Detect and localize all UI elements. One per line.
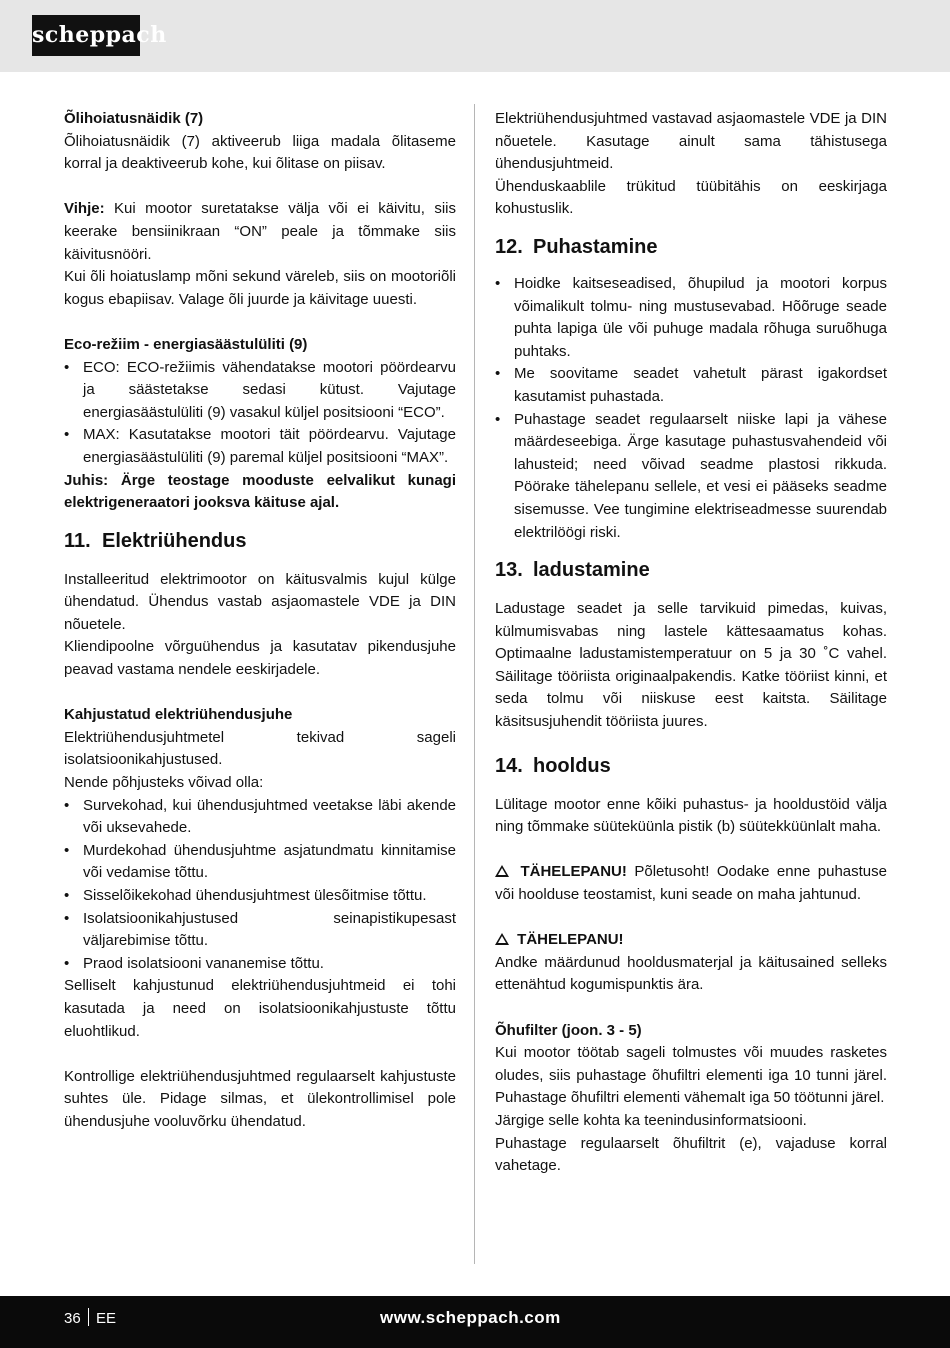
list-item: • ECO: ECO-režiimis vähendatakse mootori pöördearvu ja säästetakse sedasi kütust. Vajutage energiasäästulüliti (9) vasakul küljel positsiooni “ECO”. [64, 357, 456, 425]
section-13-heading [495, 544, 887, 598]
hint-label: Vihje: [64, 200, 105, 218]
column-divider [474, 104, 475, 1264]
section-number: 13. [495, 559, 523, 582]
damaged-paragraph-4: Kontrollige elektriühendusjuhtmed regulaarselt kahjustuste suhtes üle. Pidage silmas, et ülekontrollimisel pole ühendusjuhe vooluvõrku ühendatud. [64, 1067, 456, 1130]
air-filter-paragraph-2: Järgige selle kohta ka teenindusinformatsiooni. [495, 1111, 807, 1129]
damaged-paragraph-2: Nende põhjusteks võivad olla: [64, 774, 264, 792]
sec11-paragraph-1: Installeeritud elektrimootor on käitusvalmis kujul külge ühendatud. Ühendus vastab asjaomastele VDE ja DIN nõuetele. [64, 570, 456, 633]
warning-label: TÄHELEPANU! [520, 863, 627, 881]
hint-text-2: Kui õli hoiatuslamp mõni sekund väreleb, siis on mootoriõli kogus ebapiisav. Valage õli juurde ja käivitage uuesti. [64, 268, 456, 308]
website-link[interactable]: www.scheppach.com [380, 1308, 561, 1327]
section-number: 14. [495, 754, 523, 777]
language-code: EE [96, 1310, 117, 1327]
air-filter-paragraph-3: Puhastage regulaarselt õhufiltrit (e), vajaduse korral vahetage. [495, 1134, 887, 1175]
list-item: • MAX: Kasutatakse mootori täit pöördearvu. Vajutage energiasäästulüliti (9) paremal küljel positsiooni “MAX”. [64, 424, 456, 469]
section-14-heading [495, 734, 887, 794]
section-title: Puhastamine [533, 235, 658, 258]
footer-separator [88, 1308, 89, 1326]
air-filter-paragraph-1: Kui mootor töötab sageli tolmustes või muudes rasketes oludes, siis puhastage õhufiltri elementi iga 10 tunni järel. Puhastage õhufiltri elementi vähemalt iga 50 töötunni järel. [495, 1044, 887, 1107]
page-footer [0, 1296, 950, 1348]
warning-text: Põletusoht! Oodake enne puhastuse või hoolduse teostamist, kuni seade on maha jahtunud. [495, 863, 887, 904]
section-number: 12. [495, 235, 523, 258]
oil-warning-heading: Õlihoiatusnäidik (7) [64, 110, 204, 127]
damage-causes-list [64, 795, 456, 976]
section-number: 11. [64, 529, 91, 552]
brand-logo: scheppach [32, 15, 140, 56]
eco-list [64, 357, 456, 470]
damaged-cable-heading: Kahjustatud elektriühendusjuhe [64, 706, 293, 724]
list-item: • Puhastage seadet regulaarselt niiske lapi ja vähese määrdeseebiga. Ärge kasutage puhastusvahendeid või lahusteid; need võivad seadme plastosi rikkuda. Pöörake tähelepanu sellele, et vesi ei pääseks seadme sisemusse. Vee tungimine elektriseadmesse suurendab elektrilöögi riski. [495, 409, 887, 545]
list-item: • Hoidke kaitseseadised, õhupilud ja mootori korpus võimalikult tolmu- ning mustusevabad. Hõõruge seade puhta lapiga üle või puhuge madala rõhuga suruõhuga puhtaks. [495, 273, 887, 363]
section-title: Elektriühendus [102, 529, 247, 552]
oil-warning-text: Õlihoiatusnäidik (7) aktiveerub liiga madala õlitaseme korral ja deaktiveerub kohe, kui õlitase on piisav. [64, 132, 456, 173]
sec11-paragraph-2: Kliendipoolne võrguühendus ja kasutatav pikendusjuhe peavad vastama nendele eeskirjadele. [64, 638, 456, 679]
page-number: 36 [64, 1310, 81, 1327]
right-column [495, 108, 887, 1178]
list-item: • Murdekohad ühendusjuhtme asjatundmatu kinnitamise või vedamise tõttu. [64, 840, 456, 885]
list-item: • Praod isolatsiooni vananemise tõttu. [64, 953, 456, 976]
hint-text: Kui mootor suretatakse välja või ei käivitu, siis keerake bensiinikraan “ON” peale ja tõmmake siis käivitusnööri. [64, 200, 456, 263]
cable-paragraph-1: Elektriühendusjuhtmed vastavad asjaomastele VDE ja DIN nõuetele. Kasutage ainult sama tähistusega ühendusjuhtmeid. [495, 110, 887, 173]
warning-2-label-line [495, 929, 887, 952]
page-header [0, 0, 950, 72]
cleaning-list [495, 273, 887, 544]
section-11-heading [64, 515, 456, 569]
list-item: • Isolatsioonikahjustused seinapistikupesast väljarebimise tõttu. [64, 908, 456, 953]
eco-note: Juhis: Ärge teostage mooduste eelvalikut kunagi elektrigeneraatori jooksva käituse ajal. [64, 471, 456, 512]
eco-heading: Eco-režiim - energiasäästulüliti (9) [64, 335, 308, 353]
list-item: • Sisselõikekohad ühendusjuhtmest ülesõitmise tõttu. [64, 885, 456, 908]
maintenance-paragraph: Lülitage mootor enne kõiki puhastus- ja hooldustöid välja ning tõmmake süüteküünla pistik (b) süütekküünlalt maha. [495, 795, 887, 836]
list-item: • Me soovitame seadet vahetult pärast igakordset kasutamist puhastada. [495, 363, 887, 408]
warning-triangle-icon [495, 933, 509, 945]
damaged-paragraph-3: Selliselt kahjustunud elektriühendusjuhtmeid ei tohi kasutada ja need on isolatsioonikahjustuste tõttu eluohtlikud. [64, 977, 456, 1040]
section-title: hooldus [533, 754, 611, 777]
list-item: • Survekohad, kui ühendusjuhtmed veetakse läbi akende või uksevahede. [64, 795, 456, 840]
hint-paragraph [64, 198, 456, 266]
warning-label: TÄHELEPANU! [517, 931, 624, 949]
warning-2-text: Andke määrdunud hooldusmaterjal ja käitusained selleks ettenähtud kogumispunktis ära. [495, 953, 887, 994]
section-12-heading [495, 221, 887, 273]
warning-triangle-icon [495, 865, 509, 877]
warning-1 [495, 861, 887, 906]
cable-paragraph-2: Ühenduskaablile trükitud tüübitähis on eeskirjaga kohustuslik. [495, 177, 887, 218]
left-column [64, 108, 456, 1134]
air-filter-heading: Õhufilter (joon. 3 - 5) [495, 1021, 642, 1039]
section-title: ladustamine [533, 559, 650, 582]
storage-paragraph: Ladustage seadet ja selle tarvikuid pimedas, kuivas, külmumisvabas ning lastele kättesaamatus kohas. Optimaalne ladustamistemperatuur on 5 ja 30 ˚C vahel. Säilitage tööriista originaalpakendis. Katke tööriist kinni, et seda tolmu või niiskuse eest kaitsta. Säilitage käsitsusjuhendit tööriista juures. [495, 600, 887, 731]
damaged-paragraph-1: Elektriühendusjuhtmetel tekivad sageli isolatsioonikahjustused. [64, 728, 456, 769]
